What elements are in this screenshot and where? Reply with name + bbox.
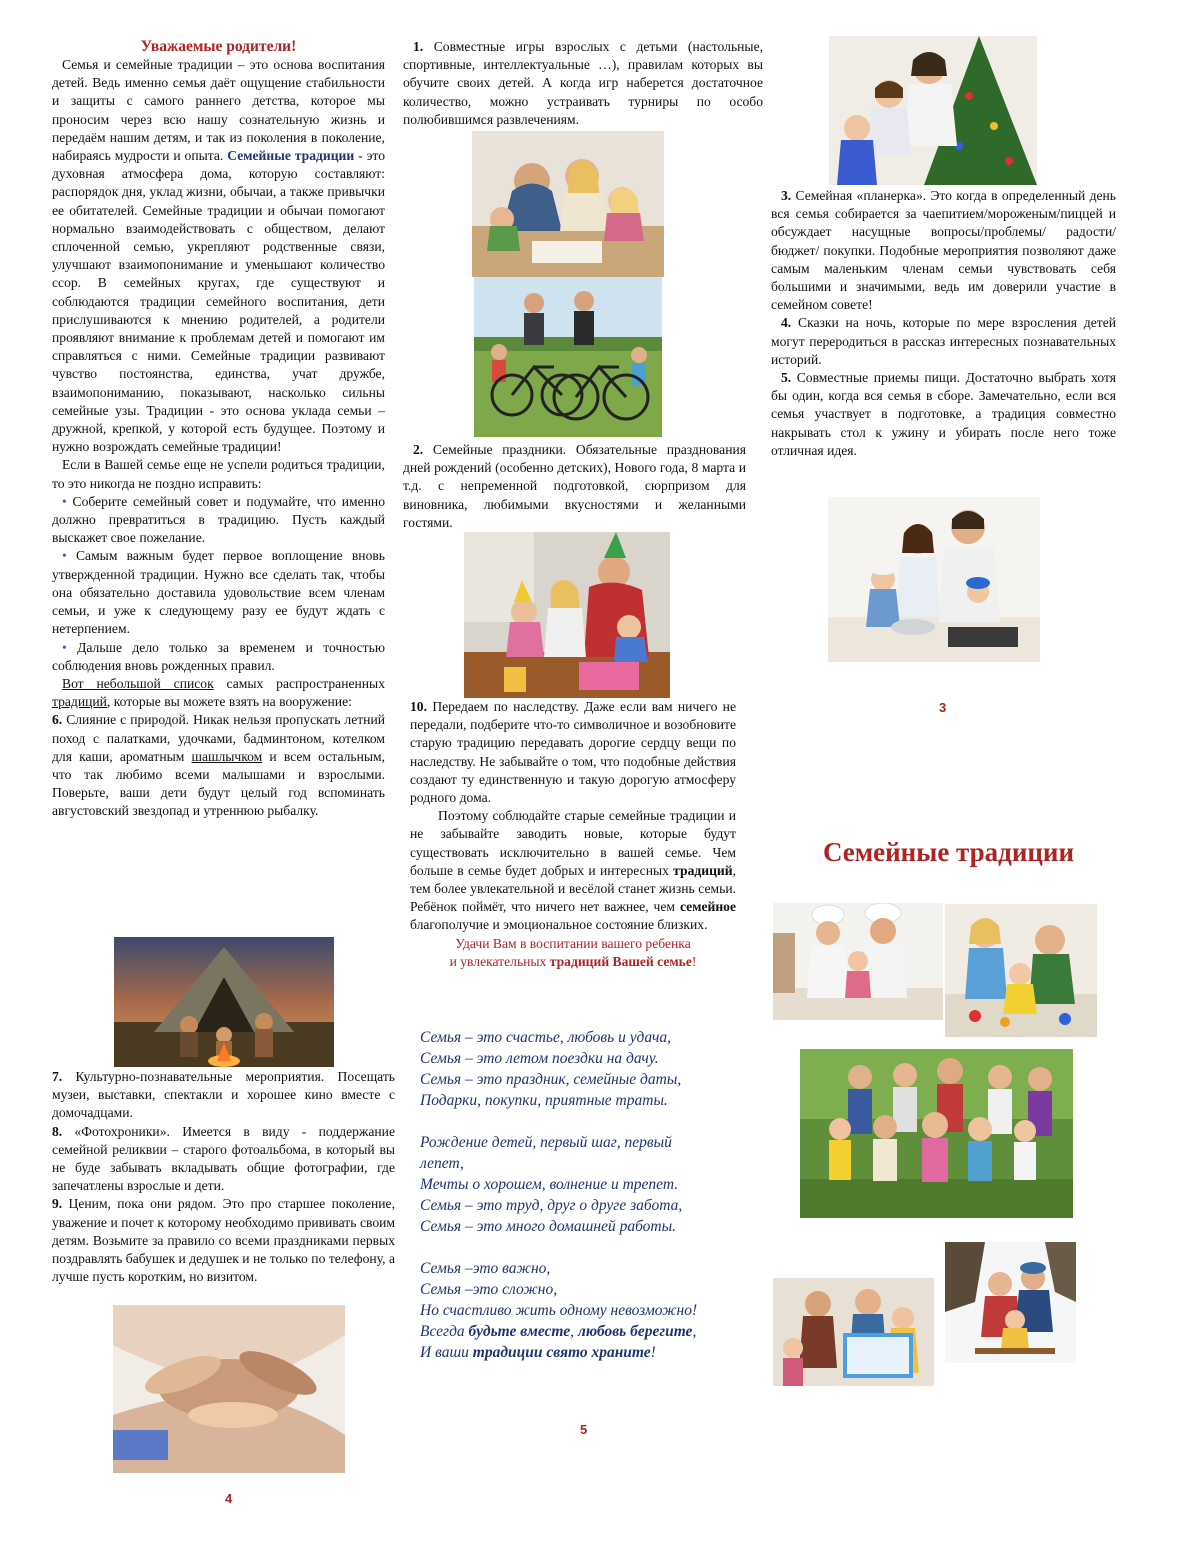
family-poem <box>420 1027 760 1363</box>
poem-line: Всегда будьте вместе, любовь берегите, <box>420 1323 697 1340</box>
conclusion-paragraph: Поэтому соблюдайте старые семейные традиции и не забывайте заводить новые, которые будут существовать исключительно в вашей семье. Чем больше в семье будет добрых и интересных традиций, тем более увлекательной и весёлой станет жизнь семьи. Ребёнок поймёт, что ничего нет важнее, чем семейное благополучие и эмоциональное состояние близких. <box>410 808 736 933</box>
traditions-link[interactable]: традиций <box>52 694 107 710</box>
snow-sled-photo <box>945 1242 1076 1363</box>
tradition-item-9: 9. Ценим, пока они рядом. Это про старшее поколение, уважение и почет к которому необходимо прививать своим детям. Возьмите за правило со всеми праздниками первых поздравлять бабушек и дедушек и не только по телефону, а лучше пусть коротким, но визитом. <box>52 1196 395 1285</box>
tradition-item-4: 4. Сказки на ночь, которые по мере взросления детей могут переродиться в рассказ интересных познавательных историй. <box>771 315 1116 367</box>
list-item: • Соберите семейный совет и подумайте, что именно должно превратиться в традицию. Пусть каждый выскажет свое пожелание. <box>52 493 385 546</box>
extended-family-photo <box>800 1049 1073 1218</box>
column-right <box>771 187 1116 460</box>
page-number-5: 5 <box>580 1422 588 1437</box>
intro-paragraph: Семья и семейные традиции – это основа воспитания детей. Ведь именно семья даёт ощущение стабильности и защиты с самого раннего детства, которое мы проносим через всю нашу сознательную жизнь и передаём нашим детям, и так из поколения в поколение, набираясь мудрости и опыта. Семейные традиции - это духовная атмосфера дома, которую составляют: распорядок дня, уклад жизни, обычаи, а также привычки ее обитателей. Семейные традиции и обычаи помогают нормально взаимодействовать с обществом, делают сплоченной семью, укрепляют родственные связи, улучшают взаимопонимание и уменьшают количество ссор. В семейных кругах, где существуют и соблюдаются традиции семейного воспитания, дети прислушиваются к мнению родителей, а родители проявляют внимание к проблемам детей и помогают им справляться с ними. Семейные традиции развивают чувство постоянства, единства, учат дружбе, взаимопониманию, показывают, насколько сильны семейные узы. Традиции - это основа уклада семьи – дружной, крепкой, у которой есть будущее. Поэтому и нужно возрождать семейные традиции! <box>52 57 385 455</box>
christmas-tree-photo <box>829 36 1037 185</box>
poem-line: Семья – это летом поездки на дачу. <box>420 1050 659 1067</box>
poem-line: лепет, <box>420 1155 464 1172</box>
hands-photo <box>113 1305 345 1473</box>
reading-family-photo <box>773 1278 934 1386</box>
tradition-item-3: 3. Семейная «планерка». Это когда в определенный день вся семья собирается за чаепитием/мороженым/пиццей и обсуждает насущные вопросы/проблемы/ радости/ бюджет/ покупки. Подобные мероприятия позволяют даже самым маленьким членам семьи чувствовать себя большими и значимыми, ведь им доверили участие в семейном совете! <box>771 188 1116 313</box>
tradition-item-7: 7. Культурно-познавательные мероприятия. Посещать музеи, выставки, спектакли и хорошее кино вместе с домочадцами. <box>52 1069 395 1121</box>
column-middle-b <box>403 441 746 532</box>
page-heading: Уважаемые родители! <box>140 38 297 55</box>
board-game-photo <box>472 131 664 277</box>
poem-line: Семья –это сложно, <box>420 1281 558 1298</box>
poem-line: Семья –это важно, <box>420 1260 551 1277</box>
tradition-item-1: 1. Совместные игры взрослых с детьми (настольные, спортивные, интеллектуальные …), правилам которых вы обучите своих детей. А когда игр наберется достаточное количество, можно устраивать турниры по особо полюбившимся развлечениям. <box>403 39 763 127</box>
chefs-family-photo <box>773 903 943 1020</box>
poem-line <box>420 1237 760 1258</box>
list-link[interactable]: Вот небольшой список <box>62 675 214 691</box>
page-number-4: 4 <box>225 1491 233 1506</box>
birthday-party-photo <box>464 532 670 698</box>
column-left-lower <box>52 1068 395 1286</box>
tradition-item-8: 8. «Фотохроники». Имеется в виду - поддержание семейной реликвии – старого фотоальбома, в который вы не буде забывать вкладывать общие фотографии, где запечатлены взрослые и дети. <box>52 1123 395 1194</box>
list-item: • Самым важным будет первое воплощение вновь утвержденной традиции. Нужно все сделать так, чтобы она обязательно доставила удовольствие всем членам семьи, и уже к следующему разу ее будут ждать с нетерпением. <box>52 548 385 637</box>
poem-line: И ваши традиции свято храните! <box>420 1344 656 1361</box>
cover-title: Семейные традиции <box>822 837 1075 867</box>
poem-line: Семья – это праздник, семейные даты, <box>420 1071 682 1088</box>
column-left <box>52 38 385 821</box>
tradition-item-5: 5. Совместные приемы пищи. Достаточно выбрать хотя бы один, когда вся семья в сборе. Замечательно, если вся семья участвует в подготовке, а традиция совместно накрывать стол к ужину и убирать после него тоже отличная идея. <box>771 370 1116 458</box>
poem-line: Но счастливо жить одному невозможно! <box>420 1302 698 1319</box>
tradition-item-10: 10. Передаем по наследству. Даже если вам ничего не передали, подберите что-то символичное и возобновите старую традицию передавать дорогие сердцу вещи по наследству. Не забывайте о том, что подобные действия создают ту единственную и такую дорогую атмосферу родного дома. <box>410 699 736 806</box>
poem-line: Мечты о хорошем, волнение и трепет. <box>420 1176 679 1193</box>
poem-line: Семья – это счастье, любовь и удача, <box>420 1029 671 1046</box>
bicycle-family-photo <box>474 277 662 437</box>
camping-photo <box>114 937 334 1067</box>
list-intro: Вот небольшой список самых распространенных традиций, которые вы можете взять на вооружение: <box>52 675 385 710</box>
list-item: • Дальше дело только за временем и точностью соблюдения вновь рожденных правил. <box>52 639 385 673</box>
tradition-item-2: 2. Семейные праздники. Обязательные празднования дней рождений (особенно детских), Нового года, 8 марта и т.д. с непременной подготовкой, сюрпризом для виновника, любимыми вкусностями и желанными гостями. <box>403 442 746 530</box>
painting-kids-photo <box>945 904 1097 1037</box>
poem-line: Подарки, покупки, приятные траты. <box>420 1092 668 1109</box>
column-middle-c <box>410 698 736 971</box>
poem-line <box>420 1111 760 1132</box>
poem-line: Рождение детей, первый шаг, первый <box>420 1134 672 1151</box>
poem-line: Семья – это труд, друг о друге забота, <box>420 1197 683 1214</box>
fix-paragraph: Если в Вашей семье еще не успели родиться традиции, то это никогда не поздно исправить: <box>52 457 385 491</box>
column-middle <box>403 38 763 129</box>
wish-text: Удачи Вам в воспитании вашего ребенка и увлекательных традиций Вашей семье! <box>449 935 697 969</box>
shashlyk-link[interactable]: шашлычком <box>191 748 263 764</box>
poem-line: Семья – это много домашней работы. <box>420 1218 676 1235</box>
cooking-family-photo <box>828 497 1040 662</box>
page-number-3: 3 <box>939 700 947 715</box>
tradition-item-6: 6. Слияние с природой. Никак нельзя пропускать летний поход с палатками, удочками, бадминтоном, котелком для каши, ароматным шашлычком и всем остальным, что так любимо всеми малышами и взрослыми. Поверьте, ваши дети будут целый год вспоминать августовский звездопад и утреннюю рыбалку. <box>52 712 386 819</box>
